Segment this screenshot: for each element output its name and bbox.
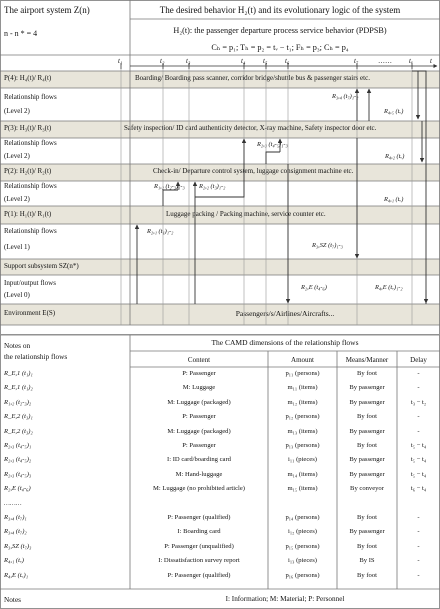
flow-note: R₄,₅ (tᵥ) bbox=[384, 108, 404, 115]
cell-amount: p₁₃ (persons) bbox=[285, 442, 320, 449]
row-level: (Level 2) bbox=[4, 107, 30, 115]
flow-note: R₃,SZ (t₇)₁-₃ bbox=[312, 242, 343, 249]
tick-label: …… bbox=[378, 57, 392, 65]
system-subtitle: n - n * = 4 bbox=[4, 29, 38, 38]
row-label-p4: P(4): H₄(t)/ R₄(t) bbox=[4, 74, 52, 82]
flow-id: R₁,₂ (t₂-₃)₂ bbox=[4, 398, 32, 406]
cell-amount: p₁₆ (persons) bbox=[285, 571, 320, 579]
flow-note: R₂,₂ (t₃)₁-₂ bbox=[199, 183, 226, 190]
flow-id: R₃,₄ (t₇)₂ bbox=[4, 528, 27, 536]
cell-amount: m₁₄ (items) bbox=[287, 470, 318, 478]
cell-amount: p₁₁ (persons) bbox=[285, 370, 320, 377]
row-label-p1: P(1): H₁(t)/ R₁(t) bbox=[4, 210, 52, 218]
row-level: (Level 2) bbox=[4, 152, 30, 160]
flow-note: R₄,₂ (tᵥ) bbox=[385, 153, 405, 160]
row-label-flow: Relationship flows bbox=[4, 182, 57, 190]
camd-title: The CAMD dimensions of the relationship flows bbox=[211, 338, 359, 347]
cell-delay: t₆ − t₄ bbox=[410, 485, 427, 493]
cell-means: By passenger bbox=[349, 528, 385, 536]
tick-label: t₂ bbox=[160, 57, 165, 65]
cell-content: I: Boarding card bbox=[177, 528, 221, 536]
band-text-p1: Luggage packing / Packing machine, service counter etc. bbox=[166, 210, 326, 218]
cell-content: P: Passenger bbox=[182, 442, 216, 449]
cell-means: By IS bbox=[359, 557, 375, 565]
flow-id: R_E,1 (t₁)₂ bbox=[4, 384, 33, 392]
cell-delay: t₅ − t₄ bbox=[410, 442, 427, 449]
flow-note: R₁,₂ (t₂-₃)₁-₃ bbox=[154, 183, 185, 190]
environment-text: Passengers/s/Airlines/Aircrafts... bbox=[235, 309, 335, 318]
cell-means: By foot bbox=[357, 413, 377, 421]
cell-delay: - bbox=[417, 413, 420, 421]
cell-content: M: Luggage bbox=[182, 384, 216, 392]
behavior-title: The desired behavior H₂(t) and its evolutionary logic of the system bbox=[159, 5, 401, 15]
cell-delay: t₃ − t₂ bbox=[410, 398, 427, 406]
row-level: (Level 1) bbox=[4, 243, 30, 251]
tick-label: t₅ bbox=[263, 57, 268, 65]
flow-id: R₃,SZ (t₇)₃ bbox=[4, 542, 32, 550]
cell-delay: - bbox=[417, 571, 420, 579]
cell-means: By passenger bbox=[349, 398, 385, 406]
tick-label: t₃ bbox=[186, 57, 191, 65]
flow-id: R_E,2 (t₃)₁ bbox=[4, 413, 33, 421]
cell-delay: t₅ − t₄ bbox=[410, 470, 427, 478]
cell-content: M: Luggage (packaged) bbox=[167, 398, 231, 406]
cell-means: By foot bbox=[357, 514, 377, 521]
flow-note: R₂,₃ (t₄-₅)₁-₃ bbox=[257, 141, 288, 148]
cell-content: I: Dissatisfaction survey report bbox=[158, 557, 240, 565]
system-title: The airport system Z(n) bbox=[4, 5, 90, 15]
cell-amount: m₁₃ (items) bbox=[287, 427, 318, 435]
column-header: Amount bbox=[291, 356, 314, 364]
io-level: (Level 0) bbox=[4, 291, 30, 299]
cell-delay: - bbox=[417, 557, 420, 565]
tick-label: tᵥ bbox=[409, 57, 413, 65]
flow-note: R₃,₄ (t₇)₁-₂ bbox=[332, 93, 359, 100]
service-params: Cₕ = p₁; Tₕ = p₂ = tᵥ − t₁; Fₕ = p₃; Cₕ = p₄ bbox=[211, 43, 349, 52]
cell-delay: - bbox=[417, 370, 420, 377]
service-title: H₂(t): the passenger departure process service behavior (PDPSB) bbox=[173, 26, 387, 35]
column-header: Delay bbox=[410, 356, 427, 364]
footer-label: Notes bbox=[4, 595, 22, 604]
cell-amount: m₁₁ (items) bbox=[287, 384, 318, 392]
cell-amount: p₁₂ (persons) bbox=[285, 413, 320, 421]
flow-note: R₂,E (t₄-₆) bbox=[301, 284, 327, 291]
tick-label: t₆ bbox=[285, 57, 290, 65]
cell-means: By foot bbox=[357, 442, 377, 449]
tick-label: t₄ bbox=[241, 57, 246, 65]
flow-id: R_E,1 (t₁)₁ bbox=[4, 370, 33, 377]
cell-means: By passenger bbox=[349, 427, 385, 435]
cell-content: I: ID card/boarding card bbox=[167, 456, 231, 464]
column-header: Content bbox=[187, 356, 211, 364]
cell-delay: t₅ − t₄ bbox=[410, 456, 427, 464]
tick-label: t₇ bbox=[354, 57, 359, 65]
band-text-p3: Safety inspection/ ID card authenticity detector, X-ray machine, Safety inspector door etc. bbox=[124, 124, 377, 132]
flow-id: R₂,E (t₄-₆) bbox=[4, 485, 31, 493]
cell-content: P: Passenger (qualified) bbox=[167, 571, 231, 579]
cell-delay: - bbox=[417, 542, 420, 550]
cell-delay: - bbox=[417, 528, 420, 536]
io-label: Input/output flows bbox=[4, 279, 56, 287]
support-label: Support subsystem SZ(n*) bbox=[4, 262, 79, 270]
cell-content: P: Passenger (unqualified) bbox=[164, 542, 234, 550]
tick-label: t bbox=[430, 57, 432, 65]
cell-content: M: Hand-luggage bbox=[175, 470, 223, 478]
notes-label: Notes on bbox=[4, 341, 31, 350]
flow-id: R₂,₃ (t₄-₅)₂ bbox=[4, 456, 32, 464]
row-label-p3: P(3): H₃(t)/ R₃(t) bbox=[4, 124, 52, 132]
row-label-flow: Relationship flows bbox=[4, 93, 57, 101]
cell-amount: m₁₂ (items) bbox=[287, 398, 318, 406]
notes-label: the relationship flows bbox=[4, 352, 68, 361]
cell-amount: p₁₄ (persons) bbox=[285, 514, 320, 521]
row-label-flow: Relationship flows bbox=[4, 139, 57, 147]
cell-delay: - bbox=[417, 384, 420, 392]
flow-id: ……… bbox=[4, 499, 22, 507]
cell-content: P: Passenger (qualified) bbox=[167, 514, 231, 521]
cell-means: By passenger bbox=[349, 456, 385, 464]
cell-amount: m₁₅ (items) bbox=[287, 485, 318, 493]
flow-id: R₄,E (tᵥ)₁ bbox=[4, 571, 29, 579]
column-header: Means/Manner bbox=[345, 356, 389, 364]
row-label-flow: Relationship flows bbox=[4, 227, 57, 235]
row-level: (Level 2) bbox=[4, 195, 30, 203]
cell-amount: p₁₅ (persons) bbox=[285, 542, 320, 550]
cell-content: M: Luggage (packaged) bbox=[167, 427, 231, 435]
band-text-p4: Boarding/ Boarding pass scanner, corridor bridge/shuttle bus & passenger stairs etc. bbox=[135, 74, 370, 82]
cell-amount: i₁₃ (pieces) bbox=[288, 557, 317, 565]
flow-id: R₂,₃ (t₄-₅)₁ bbox=[4, 442, 32, 449]
cell-content: P: Passenger bbox=[182, 370, 216, 377]
flow-note: R₄,E (tᵥ)₁-₂ bbox=[375, 284, 403, 291]
cell-means: By foot bbox=[357, 542, 377, 550]
cell-amount: i₁₁ (pieces) bbox=[288, 456, 317, 464]
tick-label: t₁ bbox=[118, 57, 123, 65]
flow-id: R₄,₁ (tᵥ) bbox=[4, 557, 24, 565]
flow-note: R₂,₁ (t₁)₁-₂ bbox=[147, 228, 174, 235]
cell-means: By foot bbox=[357, 370, 377, 377]
cell-content: M: Luggage (no prohibited article) bbox=[153, 485, 245, 493]
cell-amount: i₁₂ (pieces) bbox=[288, 528, 317, 536]
cell-delay: - bbox=[417, 427, 420, 435]
band-text-p2: Check-in/ Departure control system, luggage consignment machine etc. bbox=[153, 167, 354, 175]
flow-id: R₃,₄ (t₇)₁ bbox=[4, 514, 27, 521]
flow-id: R_E,2 (t₃)₂ bbox=[4, 427, 33, 435]
cell-means: By foot bbox=[357, 571, 377, 579]
cell-content: P: Passenger bbox=[182, 413, 216, 421]
cell-delay: - bbox=[417, 514, 420, 521]
flow-id: R₂,₃ (t₄-₅)₃ bbox=[4, 470, 32, 478]
cell-means: By passenger bbox=[349, 384, 385, 392]
environment-label: Environment E(S) bbox=[4, 309, 56, 317]
cell-means: By conveyor bbox=[350, 485, 384, 493]
cell-means: By passenger bbox=[349, 470, 385, 478]
footer-text: I: Information; M: Material; P: Personnel bbox=[225, 595, 345, 603]
flow-note: R₄,₁ (tᵥ) bbox=[384, 196, 404, 203]
row-label-p2: P(2): H₂(t)/ R₂(t) bbox=[4, 167, 52, 175]
